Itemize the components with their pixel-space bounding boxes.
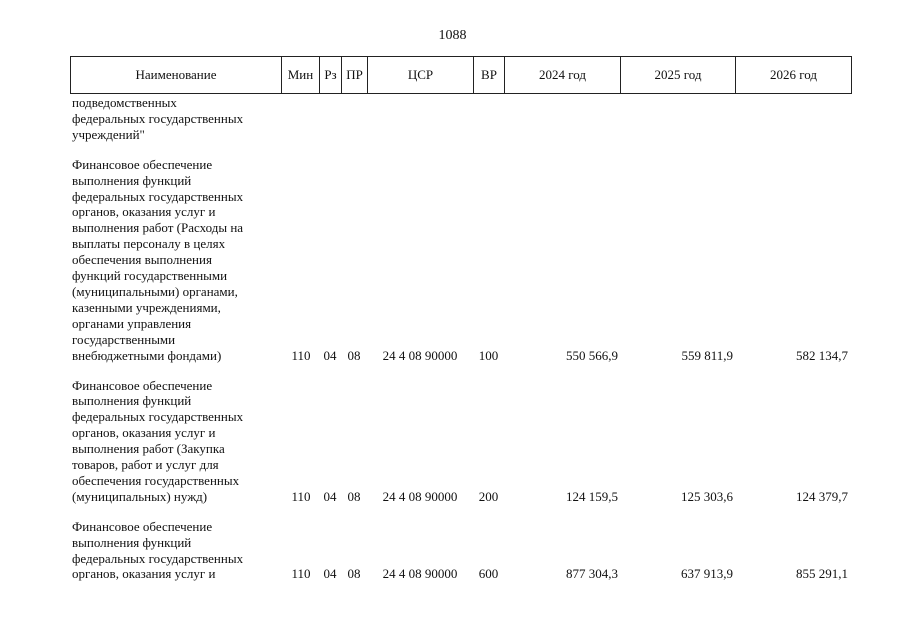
- cell-2024: 550 566,9: [566, 347, 618, 363]
- cell-2026: 582 134,7: [796, 347, 848, 363]
- cell-vr: 600: [478, 566, 499, 582]
- cell-min: 110: [291, 488, 311, 504]
- table-row: [70, 378, 851, 505]
- cell-2025: 559 811,9: [681, 347, 733, 363]
- cell-rz: 04: [323, 566, 337, 582]
- row-name: Финансовое обеспечение выполнения функций федеральных государственных органов, оказания услуг и: [72, 518, 244, 582]
- cell-2025: 125 303,6: [681, 488, 733, 504]
- cell-2024: 877 304,3: [566, 566, 618, 582]
- header-2026: 2026 год: [736, 57, 852, 94]
- row-name: Финансовое обеспечение выполнения функций федеральных государственных органов, оказания услуг и выполнения работ (Расходы на выплаты персоналу в целях обеспечения выполнения функций государственными (муниципальными) органами, казенными учреждениями, органами управления государственными внебюджетными фондами): [72, 156, 244, 363]
- table-row: [70, 95, 851, 143]
- cell-pr: 08: [347, 347, 361, 363]
- header-2025: 2025 год: [621, 57, 736, 94]
- row-name: Финансовое обеспечение выполнения функций федеральных государственных органов, оказания услуг и выполнения работ (Закупка товаров, работ и услуг для обеспечения государственных (муниципальных) нужд): [72, 377, 244, 504]
- header-csr: ЦСР: [368, 57, 474, 94]
- table-header: [70, 56, 852, 94]
- cell-2026: 124 379,7: [796, 488, 848, 504]
- cell-2026: 855 291,1: [796, 566, 848, 582]
- row-name: подведомственных федеральных государственных учреждений": [72, 95, 244, 142]
- cell-csr: 24 4 08 90000: [382, 566, 458, 582]
- cell-min: 110: [291, 566, 311, 582]
- header-name: Наименование: [71, 57, 282, 94]
- cell-2024: 124 159,5: [566, 488, 618, 504]
- table-row: [70, 519, 851, 583]
- page-number: 1088: [438, 28, 467, 43]
- header-min: Мин: [282, 57, 320, 94]
- cell-pr: 08: [347, 566, 361, 582]
- table-body: [70, 95, 851, 582]
- header-rz: Рз: [320, 57, 342, 94]
- cell-rz: 04: [323, 488, 337, 504]
- cell-rz: 04: [323, 347, 337, 363]
- cell-min: 110: [291, 347, 311, 363]
- header-2024: 2024 год: [505, 57, 621, 94]
- table-row: [70, 157, 851, 364]
- cell-2025: 637 913,9: [681, 566, 733, 582]
- header-pr: ПР: [342, 57, 368, 94]
- cell-pr: 08: [347, 488, 361, 504]
- cell-vr: 200: [478, 488, 499, 504]
- header-vr: ВР: [474, 57, 505, 94]
- cell-vr: 100: [478, 347, 499, 363]
- cell-csr: 24 4 08 90000: [382, 347, 458, 363]
- cell-csr: 24 4 08 90000: [382, 488, 458, 504]
